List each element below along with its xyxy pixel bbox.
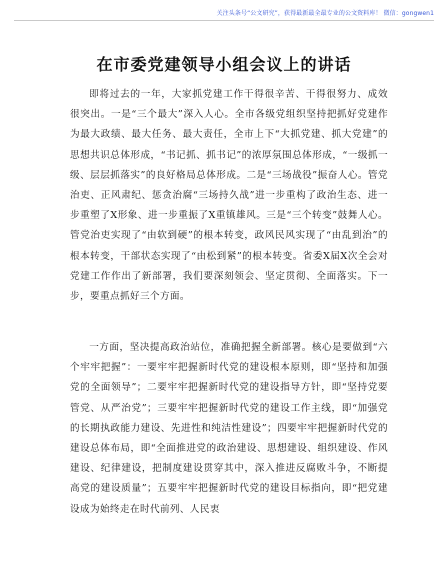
body-paragraph-1 xyxy=(70,85,388,307)
header-banner: 关注头条号“公文研究”，获得最新最全最专业的公文资料库！ 微信：gongwen1 xyxy=(216,10,434,17)
header-divider xyxy=(14,20,434,21)
body-paragraph-2 xyxy=(70,338,388,520)
document-title: 在市委党建领导小组会议上的讲话 xyxy=(96,55,352,74)
paragraph-text: 一方面，坚决提高政治站位，准确把握全新部署。核心是要做到“六个牢牢把握”：一要牢牢把握新时代党的建设根本原则，即“坚持和加强党的全面领导”；二要牢牢把握新时代党的建设指导方针，即“坚持党要管党、从严治党”；三要牢牢把握新时代党的建设工作主线，即“加强党的长期执政能力建设、先进性和纯洁性建设”；四要牢牢把握新时代党的建设总体布局，即“全面推进党的政治建设、思想建设、组织建设、作风建设、纪律建设，把制度建设贯穿其中，深入推进反腐败斗争，不断提高党的建设质量”；五要牢牢把握新时代党的建设目标指向，即“把党建设成为始终走在时代前列、人民衷 xyxy=(70,342,388,515)
paragraph-text: 即将过去的一年，大家抓党建工作干得很辛苦、干得很努力、成效很突出。一是“三个最大”深入人心。全市各级党组织坚持把抓好党建作为最大政绩、最大任务、最大责任，全市上下“大抓党建、抓大党建”的思想共识总体形成，“书记抓、抓书记”的浓厚氛围总体形成，“一级抓一级、层层抓落实”的良好格局总体形成。二是“三场战役”振奋人心。管党治吏、正风肃纪、惩贪治腐“三场持久战”进一步重构了政治生态、进一步重塑了X形象、进一步重振了X重镇雄风。三是“三个转变”鼓舞人心。管党治吏实现了“由软到硬”的根本转变，政风民风实现了“由乱到治”的根本转变，干部状态实现了“由松到紧”的根本转变。省委X届X次全会对党建工作作出了新部署，我们要深刻领会、坚定贯彻、全面落实。下一步，要重点抓好三个方面。 xyxy=(70,89,388,303)
